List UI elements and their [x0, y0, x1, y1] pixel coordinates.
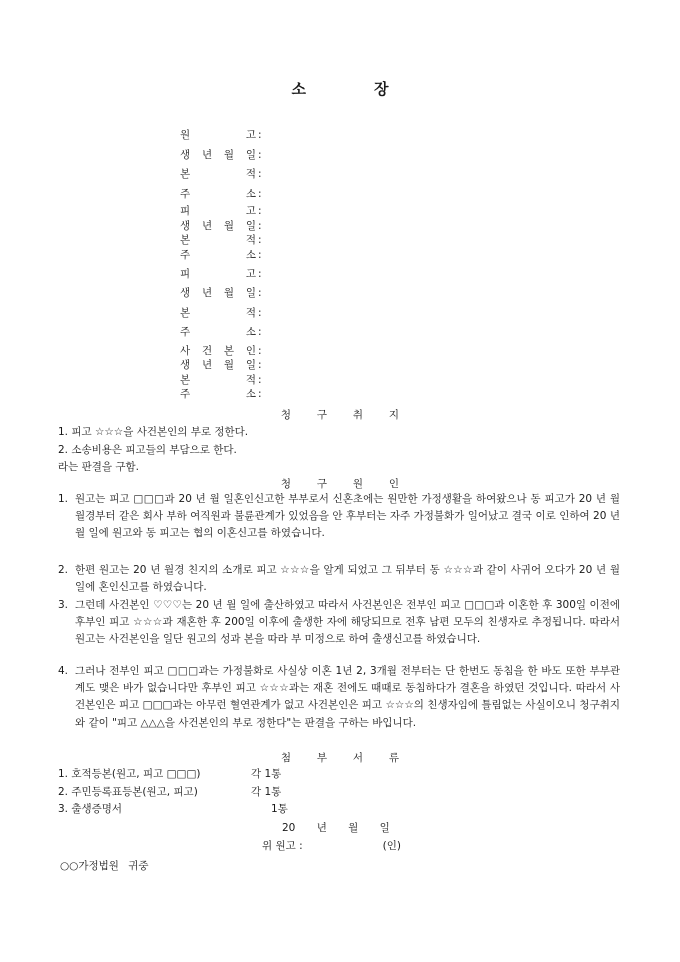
claim-cause-heading: 청 구 원 인: [280, 478, 400, 490]
attachments-heading: 첨 부 서 류: [280, 752, 400, 764]
signature-label: 위 원고 :: [262, 840, 303, 852]
party-row: 생 년 월 일 :: [180, 359, 262, 371]
party-row: 피 고 :: [180, 205, 262, 217]
party-row: 본 적 :: [180, 374, 262, 386]
claim-purpose-closing: 라는 판결을 구함.: [58, 461, 140, 473]
attachment-item: 1. 호적등본(원고, 피고 □□□) 각 1통: [58, 768, 282, 780]
plaintiff-signature: [262, 840, 401, 853]
party-row: 본 적 :: [180, 307, 262, 319]
party-row: 주 소 :: [180, 326, 262, 338]
party-row: 피 고 :: [180, 268, 262, 280]
court-addressee: ○○가정법원 귀중: [60, 860, 149, 872]
attachment-item: 3. 출생증명서 1통: [58, 803, 288, 815]
claim-cause-paragraph: 4. 그러나 전부인 피고 □□□과는 가정불화로 사실상 이혼 1년 2, 3개월 전부터는 단 한번도 동침을 한 바도 또한 부부관계도 맺은 바가 없습니다만 후부인 피고 ☆☆☆과는 재혼 전에도 때때로 동침하다가 결혼을 하였던 것입니다. 따라서 사건본인은 피고 □□□과는 아무런 혈연관계가 없고 사건본인은 피고 ☆☆☆의 친생자임에 틀림없는 사실이오니 청구취지와 같이 "피고 △△△을 사건본인의 부로 정한다"는 판결을 구하는 바입니다.: [58, 665, 620, 729]
seal-mark: (인): [382, 840, 401, 852]
party-row: 주 소 :: [180, 249, 262, 261]
party-row: 주 소 :: [180, 188, 262, 200]
filing-date: 20 년 월 일: [282, 822, 390, 834]
claim-cause-paragraph: 2. 한편 원고는 20 년 월경 친지의 소개로 피고 ☆☆☆을 알게 되었고 그 뒤부터 동 ☆☆☆과 같이 사귀어 오다가 20 년 월 일에 혼인신고를 하였습니다.: [58, 564, 620, 594]
party-row: 사 건 본 인 :: [180, 345, 262, 357]
party-row: 생 년 월 일 :: [180, 287, 262, 299]
claim-purpose-heading: 청 구 취 지: [280, 409, 400, 421]
title-char-right: 장: [374, 80, 389, 98]
claim-cause-paragraph: 3. 그런데 사건본인 ♡♡♡는 20 년 월 일에 출산하였고 따라서 사건본인은 전부인 피고 □□□과 이혼한 후 300일 이전에 후부인 피고 ☆☆☆과 재혼한 후 200일 이후에 출생한 자에 해당되므로 전후 남편 모두의 친생자로 추정됩니다. 따라서 원고는 사건본인을 일단 원고의 성과 본을 따라 부 미정으로 하여 출생신고를 하였습니다.: [58, 599, 620, 646]
claim-purpose-item: 2. 소송비용은 피고들의 부담으로 한다.: [58, 444, 237, 456]
claim-cause-paragraph: 1. 원고는 피고 □□□과 20 년 월 일혼인신고한 부부로서 신혼초에는 원만한 가정생활을 하여왔으나 동 피고가 20 년 월월경부터 같은 회사 부하 여직원과 불륜관계가 있었음을 안 후부터는 자주 가정불화가 일어났고 결국 이로 인하여 20 년 월 일에 원고와 동 피고는 협의 이혼신고를 하였습니다.: [58, 493, 620, 540]
claim-purpose-item: 1. 피고 ☆☆☆을 사건본인의 부로 정한다.: [58, 426, 249, 438]
party-row: 원 고 :: [180, 129, 262, 141]
party-row: 주 소 :: [180, 388, 262, 400]
party-row: 본 적 :: [180, 168, 262, 180]
title-char-left: 소: [291, 80, 306, 98]
party-row: 본 적 :: [180, 234, 262, 246]
document-title: [0, 78, 680, 99]
party-row: 생 년 월 일 :: [180, 149, 262, 161]
party-row: 생 년 월 일 :: [180, 220, 262, 232]
attachment-item: 2. 주민등록표등본(원고, 피고) 각 1통: [58, 786, 282, 798]
